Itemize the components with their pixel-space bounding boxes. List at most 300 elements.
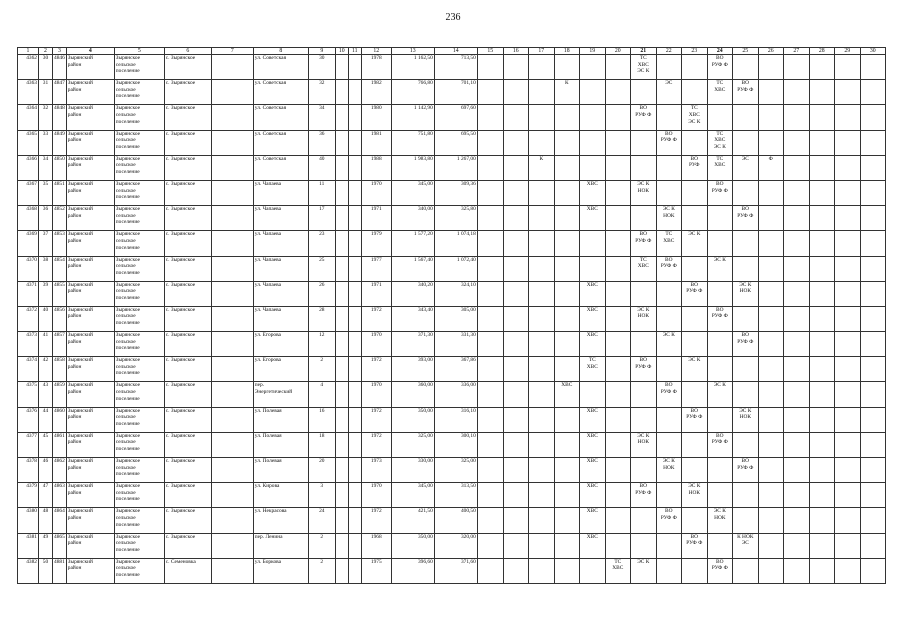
element-code-cell — [554, 180, 579, 205]
element-code-cell — [605, 105, 630, 130]
year-built-cell: 1988 — [361, 155, 391, 180]
empty-cell — [348, 357, 361, 382]
element-code-cell: ВО РУФ Ф — [656, 508, 681, 533]
empty-cell — [809, 281, 834, 306]
empty-cell — [783, 180, 809, 205]
settlement-cell: Зырянское сельское поселение — [114, 533, 164, 558]
living-area-cell: 325,00 — [434, 458, 477, 483]
element-code-cell — [579, 558, 605, 583]
table-row — [18, 180, 886, 205]
element-code-cell — [681, 130, 707, 155]
index-cell: 35 — [39, 180, 53, 205]
empty-cell — [809, 508, 834, 533]
column-number: 20 — [605, 48, 630, 55]
empty-cell — [335, 155, 348, 180]
empty-cell — [503, 332, 528, 357]
element-code-cell — [656, 357, 681, 382]
empty-cell — [783, 332, 809, 357]
element-code-cell — [758, 306, 783, 331]
empty-cell — [211, 55, 253, 80]
empty-cell — [834, 206, 860, 231]
settlement-cell: Зырянское сельское поселение — [114, 180, 164, 205]
empty-cell — [860, 281, 885, 306]
element-code-cell: ХВС — [579, 432, 605, 457]
empty-cell — [335, 231, 348, 256]
empty-cell — [348, 206, 361, 231]
element-code-cell — [605, 256, 630, 281]
element-code-cell: ВО РУФ Ф — [732, 206, 758, 231]
object-id-cell: 4856 — [53, 306, 67, 331]
element-code-cell — [758, 206, 783, 231]
column-number: 26 — [758, 48, 783, 55]
empty-cell — [503, 231, 528, 256]
empty-cell — [834, 231, 860, 256]
total-area-cell: 343,40 — [391, 306, 434, 331]
village-cell: с. Зырянское — [164, 357, 211, 382]
empty-cell — [348, 306, 361, 331]
empty-cell — [211, 533, 253, 558]
district-cell: Зырянский район — [66, 458, 114, 483]
row-number-cell: 4376 — [18, 407, 39, 432]
house-number-cell: 18 — [308, 432, 335, 457]
total-area-cell: 340,00 — [391, 206, 434, 231]
empty-cell — [783, 130, 809, 155]
village-cell: с. Зырянское — [164, 256, 211, 281]
element-code-cell — [681, 458, 707, 483]
year-built-cell: 1973 — [361, 458, 391, 483]
empty-cell — [834, 332, 860, 357]
street-cell: ул. Чапаева — [253, 281, 308, 306]
row-number-cell: 4378 — [18, 458, 39, 483]
object-id-cell: 4853 — [53, 231, 67, 256]
element-code-cell — [579, 382, 605, 407]
element-code-cell: ЭС К НОК — [732, 281, 758, 306]
empty-cell — [834, 558, 860, 583]
settlement-cell: Зырянское сельское поселение — [114, 105, 164, 130]
empty-cell — [348, 55, 361, 80]
street-cell: ул. Полевая — [253, 432, 308, 457]
empty-cell — [783, 357, 809, 382]
column-number: 4 — [66, 48, 114, 55]
table-row — [18, 432, 886, 457]
column-number: 9 — [308, 48, 335, 55]
empty-cell — [809, 407, 834, 432]
empty-cell — [834, 281, 860, 306]
empty-cell — [783, 256, 809, 281]
table-row — [18, 155, 886, 180]
empty-cell — [335, 130, 348, 155]
column-number: 19 — [579, 48, 605, 55]
empty-cell — [335, 382, 348, 407]
index-cell: 39 — [39, 281, 53, 306]
element-code-cell — [656, 407, 681, 432]
empty-cell — [860, 155, 885, 180]
table-row — [18, 231, 886, 256]
empty-cell — [809, 256, 834, 281]
page-number: 236 — [445, 12, 461, 23]
element-code-cell — [758, 130, 783, 155]
empty-cell — [834, 155, 860, 180]
element-code-cell: ТС ХВС — [630, 256, 656, 281]
empty-cell — [783, 206, 809, 231]
village-cell: с. Зырянское — [164, 231, 211, 256]
living-area-cell: 367,86 — [434, 357, 477, 382]
element-code-cell: ВО РУФ Ф — [630, 357, 656, 382]
year-built-cell: 1981 — [361, 130, 391, 155]
element-code-cell — [528, 357, 554, 382]
empty-cell — [477, 306, 503, 331]
element-code-cell: ВО РУФ Ф — [707, 432, 732, 457]
empty-cell — [834, 180, 860, 205]
element-code-cell — [630, 533, 656, 558]
object-id-cell: 4855 — [53, 281, 67, 306]
empty-cell — [834, 508, 860, 533]
element-code-cell — [681, 432, 707, 457]
table-row — [18, 55, 886, 80]
element-code-cell — [554, 357, 579, 382]
empty-cell — [335, 558, 348, 583]
element-code-cell: ХВС — [579, 206, 605, 231]
empty-cell — [783, 483, 809, 508]
element-code-cell — [732, 231, 758, 256]
empty-cell — [477, 206, 503, 231]
object-id-cell: 4859 — [53, 382, 67, 407]
empty-cell — [211, 130, 253, 155]
village-cell: с. Зырянское — [164, 332, 211, 357]
empty-cell — [503, 180, 528, 205]
element-code-cell — [707, 533, 732, 558]
settlement-cell: Зырянское сельское поселение — [114, 55, 164, 80]
total-area-cell: 360,00 — [391, 382, 434, 407]
element-code-cell — [528, 206, 554, 231]
element-code-cell — [579, 130, 605, 155]
element-code-cell: ЭС К НОК — [630, 432, 656, 457]
house-number-cell: 34 — [308, 105, 335, 130]
element-code-cell: ХВС — [579, 458, 605, 483]
total-area-cell: 751,80 — [391, 130, 434, 155]
element-code-cell: ТС ХВС — [579, 357, 605, 382]
village-cell: с. Зырянское — [164, 458, 211, 483]
empty-cell — [211, 105, 253, 130]
empty-cell — [783, 508, 809, 533]
empty-cell — [477, 357, 503, 382]
empty-cell — [335, 458, 348, 483]
empty-cell — [348, 483, 361, 508]
living-area-cell: 320,00 — [434, 533, 477, 558]
element-code-cell — [656, 558, 681, 583]
living-area-cell: 701,10 — [434, 80, 477, 105]
table-row — [18, 130, 886, 155]
living-area-cell: 300,10 — [434, 432, 477, 457]
empty-cell — [335, 407, 348, 432]
empty-cell — [348, 533, 361, 558]
element-code-cell — [681, 80, 707, 105]
year-built-cell: 1979 — [361, 231, 391, 256]
settlement-cell: Зырянское сельское поселение — [114, 432, 164, 457]
column-number: 16 — [503, 48, 528, 55]
empty-cell — [335, 256, 348, 281]
table-row — [18, 483, 886, 508]
living-area-cell: 316,10 — [434, 407, 477, 432]
living-area-cell: 324,10 — [434, 281, 477, 306]
settlement-cell: Зырянское сельское поселение — [114, 508, 164, 533]
empty-cell — [335, 508, 348, 533]
empty-cell — [211, 206, 253, 231]
empty-cell — [503, 558, 528, 583]
element-code-cell — [528, 231, 554, 256]
object-id-cell: 4848 — [53, 105, 67, 130]
table-row — [18, 508, 886, 533]
year-built-cell: 1970 — [361, 382, 391, 407]
element-code-cell: ЭС К НОК — [630, 180, 656, 205]
element-code-cell: ХВС — [579, 180, 605, 205]
object-id-cell: 4858 — [53, 357, 67, 382]
element-code-cell — [758, 458, 783, 483]
empty-cell — [477, 558, 503, 583]
empty-cell — [809, 206, 834, 231]
object-id-cell: 4852 — [53, 206, 67, 231]
element-code-cell: ТС ХВС — [656, 231, 681, 256]
empty-cell — [860, 231, 885, 256]
object-id-cell: 4863 — [53, 483, 67, 508]
empty-cell — [834, 55, 860, 80]
object-id-cell: 4851 — [53, 180, 67, 205]
element-code-cell — [528, 407, 554, 432]
element-code-cell — [758, 407, 783, 432]
empty-cell — [860, 483, 885, 508]
empty-cell — [809, 80, 834, 105]
row-number-cell: 4374 — [18, 357, 39, 382]
empty-cell — [860, 130, 885, 155]
settlement-cell: Зырянское сельское поселение — [114, 357, 164, 382]
empty-cell — [348, 432, 361, 457]
element-code-cell: ВО РУФ Ф — [630, 231, 656, 256]
element-code-cell — [528, 483, 554, 508]
settlement-cell: Зырянское сельское поселение — [114, 256, 164, 281]
empty-cell — [211, 256, 253, 281]
element-code-cell — [579, 231, 605, 256]
element-code-cell: ЭС — [732, 155, 758, 180]
total-area-cell: 350,00 — [391, 407, 434, 432]
empty-cell — [860, 508, 885, 533]
element-code-cell: Ф — [758, 155, 783, 180]
year-built-cell: 1970 — [361, 180, 391, 205]
street-cell: ул. Полевая — [253, 407, 308, 432]
column-number: 25 — [732, 48, 758, 55]
element-code-cell: ВО РУФ Ф — [707, 55, 732, 80]
street-cell: ул. Кирова — [253, 483, 308, 508]
element-code-cell — [707, 407, 732, 432]
year-built-cell: 1972 — [361, 432, 391, 457]
street-cell: ул. Советская — [253, 105, 308, 130]
element-code-cell: ТС ХВС ЭС К — [707, 130, 732, 155]
empty-cell — [783, 382, 809, 407]
empty-cell — [860, 256, 885, 281]
element-code-cell: ВО РУФ Ф — [630, 105, 656, 130]
empty-cell — [834, 533, 860, 558]
element-code-cell — [707, 231, 732, 256]
empty-cell — [860, 533, 885, 558]
street-cell: пер. Ленина — [253, 533, 308, 558]
element-code-cell — [605, 206, 630, 231]
element-code-cell — [605, 180, 630, 205]
element-code-cell — [681, 206, 707, 231]
year-built-cell: 1982 — [361, 80, 391, 105]
object-id-cell: 4881 — [53, 558, 67, 583]
village-cell: с. Зырянское — [164, 483, 211, 508]
element-code-cell — [707, 458, 732, 483]
empty-cell — [834, 432, 860, 457]
empty-cell — [834, 407, 860, 432]
element-code-cell — [579, 55, 605, 80]
empty-cell — [348, 130, 361, 155]
district-cell: Зырянский район — [66, 483, 114, 508]
settlement-cell: Зырянское сельское поселение — [114, 306, 164, 331]
living-area-cell: 400,50 — [434, 508, 477, 533]
house-number-cell: 23 — [308, 231, 335, 256]
empty-cell — [211, 458, 253, 483]
empty-cell — [503, 483, 528, 508]
empty-cell — [783, 80, 809, 105]
settlement-cell: Зырянское сельское поселение — [114, 231, 164, 256]
column-number: 6 — [164, 48, 211, 55]
element-code-cell — [554, 130, 579, 155]
index-cell: 31 — [39, 80, 53, 105]
total-area-cell: 350,00 — [391, 533, 434, 558]
element-code-cell — [554, 533, 579, 558]
row-number-cell: 4381 — [18, 533, 39, 558]
element-code-cell: ЭС — [656, 80, 681, 105]
house-number-cell: 16 — [308, 407, 335, 432]
empty-cell — [783, 407, 809, 432]
empty-cell — [809, 306, 834, 331]
year-built-cell: 1972 — [361, 508, 391, 533]
total-area-cell: 371,30 — [391, 332, 434, 357]
district-cell: Зырянский район — [66, 206, 114, 231]
element-code-cell: ХВС — [579, 281, 605, 306]
empty-cell — [477, 533, 503, 558]
empty-cell — [211, 332, 253, 357]
column-number: 11 — [348, 48, 361, 55]
empty-cell — [503, 508, 528, 533]
empty-cell — [335, 180, 348, 205]
element-code-cell — [605, 332, 630, 357]
district-cell: Зырянский район — [66, 155, 114, 180]
column-number: 5 — [114, 48, 164, 55]
empty-cell — [809, 180, 834, 205]
index-cell: 41 — [39, 332, 53, 357]
element-code-cell: ТС ХВС ЭС К — [681, 105, 707, 130]
element-code-cell: ХВС — [579, 306, 605, 331]
district-cell: Зырянский район — [66, 432, 114, 457]
element-code-cell: ЭС К — [656, 332, 681, 357]
living-area-cell: 1 072,40 — [434, 256, 477, 281]
empty-cell — [809, 558, 834, 583]
empty-cell — [211, 508, 253, 533]
empty-cell — [335, 105, 348, 130]
column-number: 21 — [630, 48, 656, 55]
element-code-cell: ЭС К — [707, 382, 732, 407]
element-code-cell — [656, 483, 681, 508]
element-code-cell: ХВС — [579, 533, 605, 558]
element-code-cell — [528, 558, 554, 583]
index-cell: 44 — [39, 407, 53, 432]
empty-cell — [477, 130, 503, 155]
total-area-cell: 1 142,90 — [391, 105, 434, 130]
village-cell: с. Зырянское — [164, 533, 211, 558]
empty-cell — [477, 432, 503, 457]
living-area-cell: 713,50 — [434, 55, 477, 80]
year-built-cell: 1970 — [361, 332, 391, 357]
element-code-cell — [554, 155, 579, 180]
index-cell: 36 — [39, 206, 53, 231]
empty-cell — [834, 458, 860, 483]
empty-cell — [503, 80, 528, 105]
year-built-cell: 1970 — [361, 483, 391, 508]
empty-cell — [348, 281, 361, 306]
street-cell: ул. Полевая — [253, 458, 308, 483]
element-code-cell: ЭС К НОК — [707, 508, 732, 533]
row-number-cell: 4377 — [18, 432, 39, 457]
column-number: 30 — [860, 48, 885, 55]
object-id-cell: 4865 — [53, 533, 67, 558]
house-number-cell: 26 — [308, 281, 335, 306]
empty-cell — [503, 458, 528, 483]
village-cell: с. Зырянское — [164, 407, 211, 432]
street-cell: ул. Боркова — [253, 558, 308, 583]
empty-cell — [348, 458, 361, 483]
element-code-cell: ЭС К — [630, 558, 656, 583]
element-code-cell — [605, 483, 630, 508]
element-code-cell — [656, 105, 681, 130]
empty-cell — [860, 206, 885, 231]
empty-cell — [809, 533, 834, 558]
element-code-cell — [681, 306, 707, 331]
total-area-cell: 1 162,50 — [391, 55, 434, 80]
column-number-row — [18, 48, 886, 55]
element-code-cell — [605, 357, 630, 382]
element-code-cell — [732, 130, 758, 155]
empty-cell — [783, 432, 809, 457]
row-number-cell: 4367 — [18, 180, 39, 205]
element-code-cell — [630, 332, 656, 357]
empty-cell — [211, 155, 253, 180]
element-code-cell: ЭС К НОК — [681, 483, 707, 508]
element-code-cell — [656, 281, 681, 306]
empty-cell — [860, 80, 885, 105]
village-cell: с. Зырянское — [164, 306, 211, 331]
element-code-cell: ВО РУФ Ф — [707, 558, 732, 583]
settlement-cell: Зырянское сельское поселение — [114, 332, 164, 357]
empty-cell — [348, 558, 361, 583]
element-code-cell — [528, 306, 554, 331]
street-cell: ул. Чапаева — [253, 180, 308, 205]
element-code-cell — [605, 80, 630, 105]
house-number-cell: 32 — [308, 80, 335, 105]
year-built-cell: 1971 — [361, 206, 391, 231]
empty-cell — [860, 332, 885, 357]
element-code-cell: ВО РУФ Ф — [732, 332, 758, 357]
empty-cell — [503, 357, 528, 382]
element-code-cell — [758, 382, 783, 407]
total-area-cell: 1 567,40 — [391, 256, 434, 281]
empty-cell — [477, 256, 503, 281]
table-row — [18, 206, 886, 231]
element-code-cell — [732, 180, 758, 205]
element-code-cell — [579, 105, 605, 130]
element-code-cell — [554, 508, 579, 533]
empty-cell — [477, 281, 503, 306]
